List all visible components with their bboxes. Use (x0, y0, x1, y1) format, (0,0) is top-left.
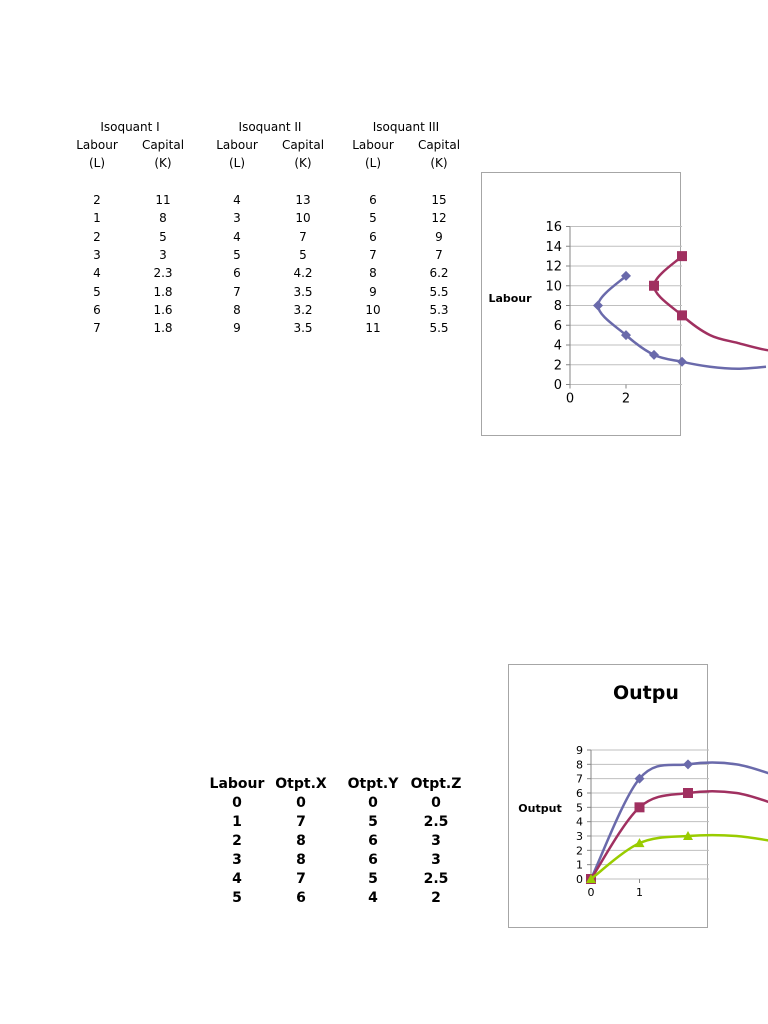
chart-title: Outpu (613, 682, 679, 704)
table-cell: 6 (369, 193, 377, 207)
table-cell: 12 (431, 211, 447, 226)
table-cell: 10 (365, 302, 381, 317)
x-tick-label: 0 (565, 391, 575, 407)
table-cell: 4 (233, 229, 241, 244)
square-marker (683, 788, 693, 798)
table-cell: 2.5 (423, 814, 449, 830)
table-cell: 7 (299, 229, 307, 244)
table-cell: 7 (93, 321, 101, 336)
column-unit: (L) (364, 156, 382, 170)
x-tick-label: 2 (621, 391, 631, 407)
y-tick-label: 2 (576, 844, 583, 858)
y-tick-label: 14 (545, 239, 562, 255)
isoquant-chart-svg (482, 173, 682, 437)
table-cell: 7 (296, 871, 306, 887)
y-tick-label: 7 (576, 772, 583, 786)
table-cell: 2 (431, 890, 441, 906)
table-cell: 1.6 (153, 302, 173, 317)
y-tick-label: 8 (576, 758, 583, 772)
table-cell: 5.5 (429, 321, 449, 336)
column-unit: (L) (228, 156, 246, 170)
y-tick-label: 6 (553, 318, 562, 334)
table-cell: 3.2 (293, 302, 313, 317)
table-cell: 8 (233, 302, 241, 317)
table-cell: 2.5 (423, 871, 449, 887)
table-cell: 1 (232, 814, 242, 830)
table-cell: 6 (296, 890, 306, 906)
column-unit: (K) (154, 156, 172, 170)
table-cell: 8 (296, 833, 306, 849)
column-header: Capital (141, 138, 185, 152)
column-header: Otpt.Z (410, 776, 462, 792)
diamond-marker (649, 350, 659, 360)
isoquant-group-header: Isoquant II (238, 120, 302, 134)
table-cell: 0 (296, 795, 306, 811)
series-line (591, 763, 768, 879)
column-header: Otpt.Y (347, 776, 399, 792)
column-header: Labour (76, 138, 118, 152)
diamond-marker (683, 759, 693, 769)
table-cell: 7 (369, 247, 377, 262)
diamond-marker (677, 357, 687, 367)
y-tick-label: 1 (576, 858, 583, 872)
y-tick-label: 3 (576, 830, 583, 843)
y-tick-label: 5 (576, 801, 583, 815)
table-cell: 5.3 (429, 302, 449, 317)
y-tick-label: 4 (553, 338, 562, 354)
isoquant-group-header: Isoquant III (372, 120, 440, 134)
table-cell: 4 (368, 890, 378, 906)
isoquant-chart[interactable] (481, 172, 681, 436)
y-axis-title: Output (518, 802, 562, 815)
square-marker (677, 310, 687, 320)
table-cell: 4 (93, 266, 101, 281)
series-line (654, 256, 768, 353)
table-cell: 0 (232, 795, 242, 811)
table-cell: 5 (93, 284, 101, 299)
table-cell: 8 (369, 266, 377, 281)
series-line (598, 276, 766, 369)
y-tick-label: 12 (545, 259, 562, 275)
table-cell: 3 (431, 833, 441, 849)
table-cell: 11 (365, 321, 381, 336)
table-cell: 5 (159, 229, 167, 244)
table-cell: 5 (368, 871, 378, 887)
table-cell: 2 (232, 833, 242, 849)
output-chart[interactable] (508, 664, 708, 928)
column-header: Capital (281, 138, 325, 152)
series-line (591, 835, 768, 879)
table-cell: 3 (431, 852, 441, 868)
column-header: Otpt.X (275, 776, 327, 792)
table-cell: 2 (93, 229, 101, 244)
y-tick-label: 0 (576, 873, 583, 886)
table-cell: 5 (369, 211, 377, 226)
y-tick-label: 8 (553, 299, 562, 314)
y-tick-label: 4 (576, 815, 583, 829)
column-unit: (K) (430, 156, 448, 170)
table-cell: 6 (369, 229, 377, 244)
table-cell: 9 (233, 321, 241, 336)
column-header: Capital (417, 138, 461, 152)
y-tick-label: 16 (545, 220, 562, 235)
table-cell: 6.2 (429, 266, 449, 281)
table-cell: 5 (233, 247, 241, 262)
table-cell: 6 (368, 833, 378, 849)
table-cell: 1.8 (153, 284, 173, 299)
y-tick-label: 10 (545, 279, 562, 295)
table-cell: 11 (155, 193, 171, 207)
x-tick-label: 1 (636, 886, 643, 899)
table-cell: 13 (295, 193, 311, 207)
series-line (591, 791, 768, 879)
table-cell: 7 (435, 247, 443, 262)
table-cell: 5 (299, 247, 307, 262)
output-chart-svg (509, 665, 709, 929)
table-cell: 3 (93, 247, 101, 262)
column-unit: (L) (88, 156, 106, 170)
table-cell: 1.8 (153, 321, 173, 336)
table-cell: 2 (93, 193, 101, 207)
table-cell: 10 (295, 211, 311, 226)
isoquant-group-header: Isoquant I (100, 120, 160, 134)
table-cell: 3 (233, 211, 241, 226)
table-cell: 4.2 (293, 266, 313, 281)
table-cell: 7 (296, 814, 306, 830)
table-cell: 1 (93, 211, 101, 226)
square-marker (649, 281, 659, 291)
table-cell: 5 (232, 890, 242, 906)
square-marker (635, 802, 645, 812)
table-cell: 6 (93, 302, 101, 317)
table-cell: 8 (159, 211, 167, 226)
y-tick-label: 0 (553, 378, 562, 393)
y-axis-title: Labour (488, 292, 532, 305)
table-cell: 0 (368, 795, 378, 811)
table-cell: 5 (368, 814, 378, 830)
table-cell: 7 (233, 284, 241, 299)
square-marker (677, 251, 687, 261)
table-cell: 0 (431, 795, 441, 811)
table-cell: 3 (159, 247, 167, 262)
column-header: Labour (352, 138, 394, 152)
table-cell: 3.5 (293, 284, 313, 299)
column-header: Labour (216, 138, 258, 152)
table-cell: 6 (368, 852, 378, 868)
y-tick-label: 2 (553, 358, 562, 374)
table-cell: 4 (233, 193, 241, 207)
column-unit: (K) (294, 156, 312, 170)
column-header: Labour (209, 776, 265, 792)
table-cell: 5.5 (429, 284, 449, 299)
y-tick-label: 6 (576, 787, 583, 800)
table-cell: 4 (232, 871, 242, 887)
table-cell: 3 (232, 852, 242, 868)
table-cell: 15 (431, 193, 447, 207)
table-cell: 9 (369, 284, 377, 299)
table-cell: 3.5 (293, 321, 313, 336)
table-cell: 6 (233, 266, 241, 281)
y-tick-label: 9 (576, 744, 583, 757)
x-tick-label: 0 (587, 886, 595, 899)
table-cell: 9 (435, 229, 443, 244)
diamond-marker (593, 301, 603, 311)
table-cell: 2.3 (153, 266, 173, 281)
table-cell: 8 (296, 852, 306, 868)
